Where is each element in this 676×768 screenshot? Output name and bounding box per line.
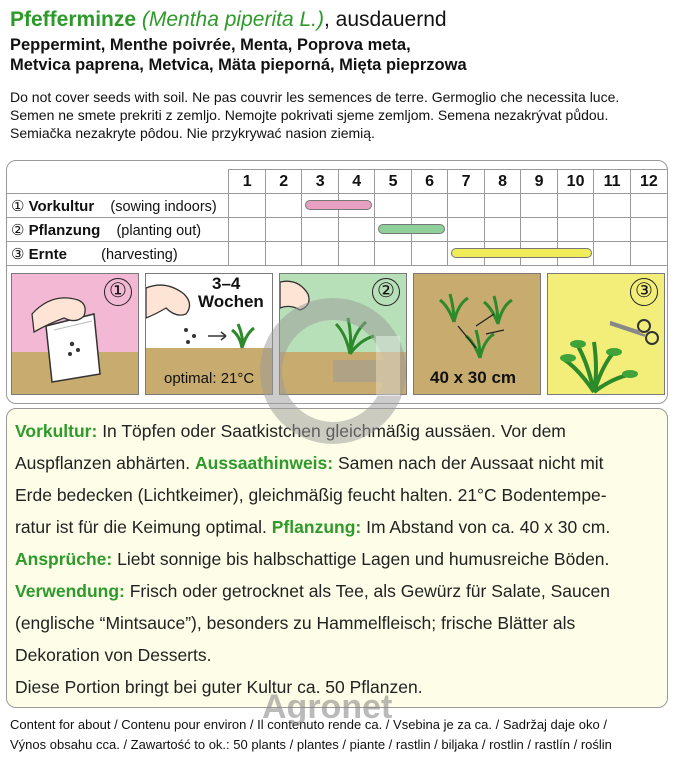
desc-line-8: Dekoration von Desserts. [15, 645, 212, 665]
bar-cell-ernte [448, 242, 484, 266]
plant-spacing: 40 x 30 cm [430, 368, 517, 387]
lifecycle: , ausdauernd [323, 8, 447, 31]
desc-line-7: (englische “Mintsauce”), besonders zu Hammelfleisch; frische Blätter als [15, 613, 576, 633]
weeks-value: 3–4 [212, 274, 241, 293]
row-marker: ① [11, 197, 25, 215]
month-12: 12 [630, 170, 667, 194]
picture-planting [279, 273, 407, 395]
month-10: 10 [557, 170, 594, 194]
step-2-badge: ② [372, 278, 400, 306]
bar-cell-vorkultur [302, 194, 338, 218]
agronet-watermark-text: Agronet [262, 688, 393, 726]
latin-name: (Mentha piperita L.) [141, 8, 324, 31]
pflanzung-heading: Pflanzung: [271, 517, 362, 537]
vorkultur-heading: Vorkultur: [15, 421, 98, 441]
ansprueche-text: Liebt sonnige bis halbschattige Lagen und humusreiche Böden. [112, 549, 610, 569]
step-1-badge: ① [104, 278, 132, 306]
month-8: 8 [484, 170, 520, 194]
desc-text: Auspflanzen abhärten. [15, 453, 195, 473]
desc-text: ratur ist für die Keimung optimal. [15, 517, 272, 537]
calendar-row-pflanzung [7, 218, 667, 242]
desc-line-6 [15, 575, 659, 607]
month-2: 2 [265, 170, 301, 194]
description-box [6, 408, 668, 708]
desc-line-9: Diese Portion bringt bei guter Kultur ca. 50 Pflanzen. [15, 677, 423, 697]
row-label: Ernte [28, 245, 67, 263]
picture-spacing [413, 273, 541, 395]
sowing-note-3: Semiačka nezakryte pôdou. Nie przykrywać nasion ziemią. [10, 125, 375, 141]
common-name: Pfefferminze [10, 8, 137, 31]
month-header-row [7, 170, 667, 194]
month-11: 11 [594, 170, 631, 194]
picture-sowing [11, 273, 139, 395]
month-6: 6 [411, 170, 447, 194]
optimal-temperature: optimal: 21°C [164, 370, 255, 387]
step-3-badge: ③ [630, 278, 658, 306]
row-marker: ② [11, 221, 25, 239]
month-1: 1 [229, 170, 265, 194]
desc-line-4 [15, 511, 659, 543]
pflanzung-text: Im Abstand von ca. 40 x 30 cm. [361, 517, 611, 537]
desc-line-3: Erde bedecken (Lichtkeimer), gleichmäßig feucht halten. 21°C Bodentempe- [15, 485, 607, 505]
sowing-note-1: Do not cover seeds with soil. Ne pas couvrir les semences de terre. Germoglio che necessita luce. [10, 89, 620, 105]
product-title [10, 8, 447, 32]
weeks-unit: Wochen [198, 292, 264, 311]
row-label: Pflanzung [28, 221, 101, 239]
sowing-calendar [7, 169, 667, 266]
row-marker: ③ [11, 245, 25, 263]
desc-line-1 [15, 415, 659, 447]
row-note: (harvesting) [101, 246, 178, 263]
calendar-row-ernte [7, 242, 667, 266]
month-3: 3 [302, 170, 338, 194]
instruction-pictures [11, 273, 665, 397]
month-5: 5 [375, 170, 411, 194]
ansprueche-heading: Ansprüche: [15, 549, 113, 569]
sowing-note-2: Semen ne smete prekriti z zemljo. Nemojte pokrivati sjeme zemljom. Semena nezakrývat půdou. [10, 107, 609, 123]
picture-germination [145, 273, 273, 395]
calendar-row-vorkultur [7, 194, 667, 218]
verwendung-heading: Verwendung: [15, 581, 125, 601]
aussaat-heading: Aussaathinweis: [195, 453, 334, 473]
month-7: 7 [448, 170, 484, 194]
content-amount-line-1: Content for about / Contenu pour environ / Il contenuto rende ca. / Vsebina je za ca. / Sadržaj daje oko / [10, 717, 607, 732]
month-4: 4 [338, 170, 374, 194]
desc-line-5 [15, 543, 659, 575]
picture-harvesting [547, 273, 665, 395]
calendar-panel [6, 160, 668, 404]
desc-line-2 [15, 447, 659, 479]
translated-names-2: Metvica paprena, Metvica, Mäta pieporná, Mięta pieprzowa [10, 56, 467, 74]
content-amount-line-2: Výnos obsahu cca. / Zawartość to ok.: 50 plants / plantes / piante / rastlin / biljaka / rostlin / rastlín / roślin [10, 737, 612, 752]
verwendung-text: Frisch oder getrocknet als Tee, als Gewürz für Salate, Saucen [124, 581, 610, 601]
translated-names-1: Peppermint, Menthe poivrée, Menta, Poprova meta, [10, 36, 411, 54]
row-note: (planting out) [116, 222, 202, 239]
row-note: (sowing indoors) [110, 198, 217, 215]
aussaat-text: Samen nach der Aussaat nicht mit [333, 453, 604, 473]
bar-cell-pflanzung [375, 218, 411, 242]
month-9: 9 [521, 170, 557, 194]
vorkultur-text: In Töpfen oder Saatkistchen gleichmäßig aussäen. Vor dem [97, 421, 566, 441]
row-label: Vorkultur [28, 197, 95, 215]
